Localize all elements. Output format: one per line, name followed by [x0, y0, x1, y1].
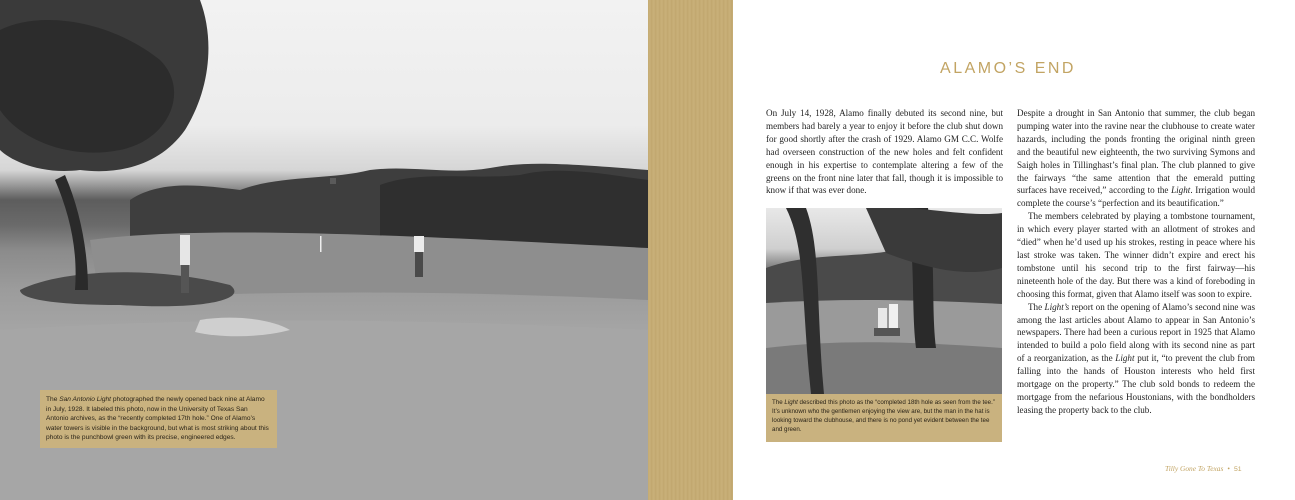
- left-caption-pre: The: [46, 396, 60, 403]
- col2-p1-light: Light: [1171, 185, 1191, 196]
- col1-paragraph-1: On July 14, 1928, Alamo finally debuted its second nine, but members had barely a year to enjoy it before the club shut down for good shortly after the crash of 1929. Alamo GM C.C. Wolfe had overseen construction of the new holes and felt confident enough in his expertise to contemplate altering a few of the greens on the front nine later that fall, though it is impossible to know if that was ever done.: [766, 108, 1003, 196]
- right-caption-post: described this photo as the “completed 18th hole as seen from the tee.” It’s unknown who the gentlemen enjoying the view are, but the man in the hat is looking toward the clubhouse, and there is no pond yet evident between the tee and green.: [772, 399, 995, 433]
- col2-paragraph-1: [1017, 107, 1255, 210]
- col2-p3a: The: [1028, 301, 1045, 312]
- col2-p3-light: Light: [1115, 353, 1135, 364]
- col2-p1a: Despite a drought in San Antonio that summer, the club began pumping water into the ravine near the clubhouse to create water hazards, including the ponds fronting the original ninth green and the beautiful new eighteenth, the two surviving Symons and Saigh holes in Tillinghast’s final plan. The club planned to give the fairways “the same attention that the emerald putting surfaces have received,” according to the: [1017, 108, 1255, 196]
- text-column-1: [766, 107, 1003, 197]
- left-caption-post: photographed the newly opened back nine at Alamo in July, 1928. It labeled this photo, now in the University of Texas San Antonio archives, as the “recently completed 17th hole.” One of Alamo’s water towers is visible in the background, but what is most striking about this photo is the punchbowl green with its precise, engineered edges.: [46, 396, 269, 442]
- gentlemen-under-tree-photo-art: [766, 208, 1002, 394]
- col2-paragraph-3: [1017, 301, 1255, 417]
- page-title: ALAMO’S END: [940, 60, 1076, 77]
- page-number: 51: [1233, 466, 1242, 473]
- right-photo-caption: [766, 394, 1002, 442]
- col2-p3e: put it, “to prevent the club from falling into the hands of Houston interests who held first mortgage on the property.” The club sold bonds to redeem the mortgage from the nefarious Houstonians, with the bondholders leasing the property back to the club.: [1017, 353, 1255, 415]
- footer-separator: •: [1227, 464, 1230, 473]
- left-caption-italic: San Antonio Light: [59, 396, 112, 403]
- col2-p3-lights: Light’s: [1044, 301, 1070, 312]
- footer-book-title: Tilly Gone To Texas: [1165, 464, 1224, 473]
- right-caption-pre: The: [772, 399, 785, 406]
- right-caption-italic: Light: [784, 399, 798, 406]
- col2-paragraph-2: The members celebrated by playing a tombstone tournament, in which every player started with an allotment of strokes and “died” when he’d used up his strokes, resting in peace where his last stroke was taken. The winner didn’t expire and erect his tombstone until his second trip to the first fairway—his nineteenth hole of the day. But there was a kind of foreboding in choosing this format, given that Alamo itself was soon to expire.: [1017, 211, 1255, 299]
- col2-p3c: report on the opening of Alamo’s second nine was among the last articles about Alamo to appear in San Antonio’s newspapers. There had been a curious report in 1925 that Alamo intended to build a polo field along with its second nine as part of a reorganization, as the: [1017, 301, 1255, 364]
- gentlemen-under-tree-photo: [766, 208, 1002, 394]
- col2-p1c: . Irrigation would complete the course’s “perfection and its beautification.”: [1017, 185, 1255, 209]
- gold-margin-band: [648, 0, 733, 500]
- left-photo-caption: [40, 390, 277, 448]
- text-column-2: [1017, 107, 1255, 417]
- page-footer: [1165, 464, 1260, 476]
